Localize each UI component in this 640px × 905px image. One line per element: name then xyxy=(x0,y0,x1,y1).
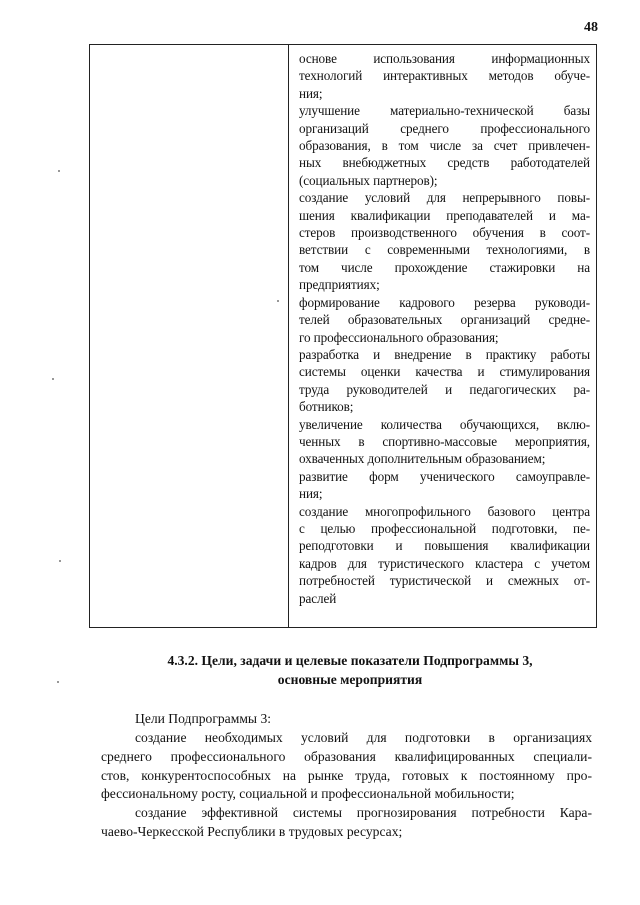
scan-speck xyxy=(59,560,61,562)
paragraph-line: фессиональному росту, социальной и профессиональной мобильности; xyxy=(101,786,515,802)
table-cell-line: го профессионального образования; xyxy=(299,329,499,345)
table-cell-line: основе использования информационных xyxy=(299,51,590,66)
paragraph-line: чаево-Черкесской Республики в трудовых ресурсах; xyxy=(101,823,403,839)
table-cell-line: организаций среднего профессионального xyxy=(299,120,590,136)
column-divider xyxy=(288,45,289,627)
table-cell-line: ветствии с современными технологиями, в xyxy=(299,242,590,258)
table-cell-line: труда руководителей и педагогических ра- xyxy=(299,381,590,397)
table-cell-line: создание условий для непрерывного повы- xyxy=(299,190,590,206)
table-cell-line: системы оценки качества и стимулирования xyxy=(299,364,590,380)
table-cell-line: ченных в спортивно-массовые мероприятия, xyxy=(299,433,590,449)
section-title-line-1: 4.3.2. Цели, задачи и целевые показатели Подпрограммы 3, xyxy=(167,653,533,668)
goals-heading: Цели Подпрограммы 3: xyxy=(135,711,272,726)
goals-paragraph-2 xyxy=(101,804,592,842)
table-cell-line: образования, в том числе за счет привлечен- xyxy=(299,138,590,154)
table-cell-line: потребностей туристической и смежных от- xyxy=(299,573,590,589)
table-cell-line: с целью профессиональной подготовки, пе- xyxy=(299,520,590,536)
paragraph-line: среднего профессионального образования квалифицированных специали- xyxy=(101,748,592,764)
table-cell-line: реподготовки и повышения квалификации xyxy=(299,538,590,554)
goals-paragraph-1 xyxy=(101,729,592,804)
table-cell-line: кадров для туристического кластера с учетом xyxy=(299,555,590,571)
paragraph-line: создание необходимых условий для подготовки в организациях xyxy=(135,730,592,745)
table-cell-line: том числе прохождение стажировки на xyxy=(299,259,590,275)
table-cell-line: увеличение количества обучающихся, вклю- xyxy=(299,416,590,432)
scan-speck xyxy=(52,378,54,380)
scan-speck xyxy=(58,170,60,172)
section-title-line-2: основные мероприятия xyxy=(277,672,423,687)
table-cell-line: разработка и внедрение в практику работы xyxy=(299,346,590,362)
scan-speck xyxy=(277,300,279,302)
table-cell-line: ния; xyxy=(299,85,323,101)
table-cell-line: ных внебюджетных средств работодателей xyxy=(299,155,590,171)
table-cell-line: стеров производственного обучения в соот- xyxy=(299,225,590,241)
table-cell-line: развитие форм ученического самоуправле- xyxy=(299,468,590,484)
page-number: 48 xyxy=(584,20,598,35)
table-cell-line: предприятиях; xyxy=(299,277,380,293)
goals-block xyxy=(101,710,592,729)
table-cell-line: шения квалификации преподавателей и ма- xyxy=(299,207,590,223)
table-cell-line: охваченных дополнительным образованием; xyxy=(299,451,546,467)
paragraph-line: стов, конкурентоспособных на рынке труда, готовых к постоянному про- xyxy=(101,767,592,783)
table-right-cell xyxy=(299,50,590,607)
table-cell-line: раслей xyxy=(299,590,337,606)
section-title xyxy=(100,651,600,689)
table-cell-line: ботников; xyxy=(299,399,354,415)
table-cell-line: технологий интерактивных методов обуче- xyxy=(299,68,590,84)
table-cell-line: формирование кадрового резерва руководи- xyxy=(299,294,590,310)
table-cell-line: телей образовательных организаций средне- xyxy=(299,312,590,328)
scan-speck xyxy=(57,681,59,683)
content-table xyxy=(89,44,597,628)
table-cell-line: улучшение материально-технической базы xyxy=(299,103,590,119)
table-cell-line: создание многопрофильного базового центра xyxy=(299,503,590,519)
table-cell-line: (социальных партнеров); xyxy=(299,172,438,188)
table-cell-line: ния; xyxy=(299,486,323,502)
paragraph-line: создание эффективной системы прогнозирования потребности Кара- xyxy=(135,805,592,820)
